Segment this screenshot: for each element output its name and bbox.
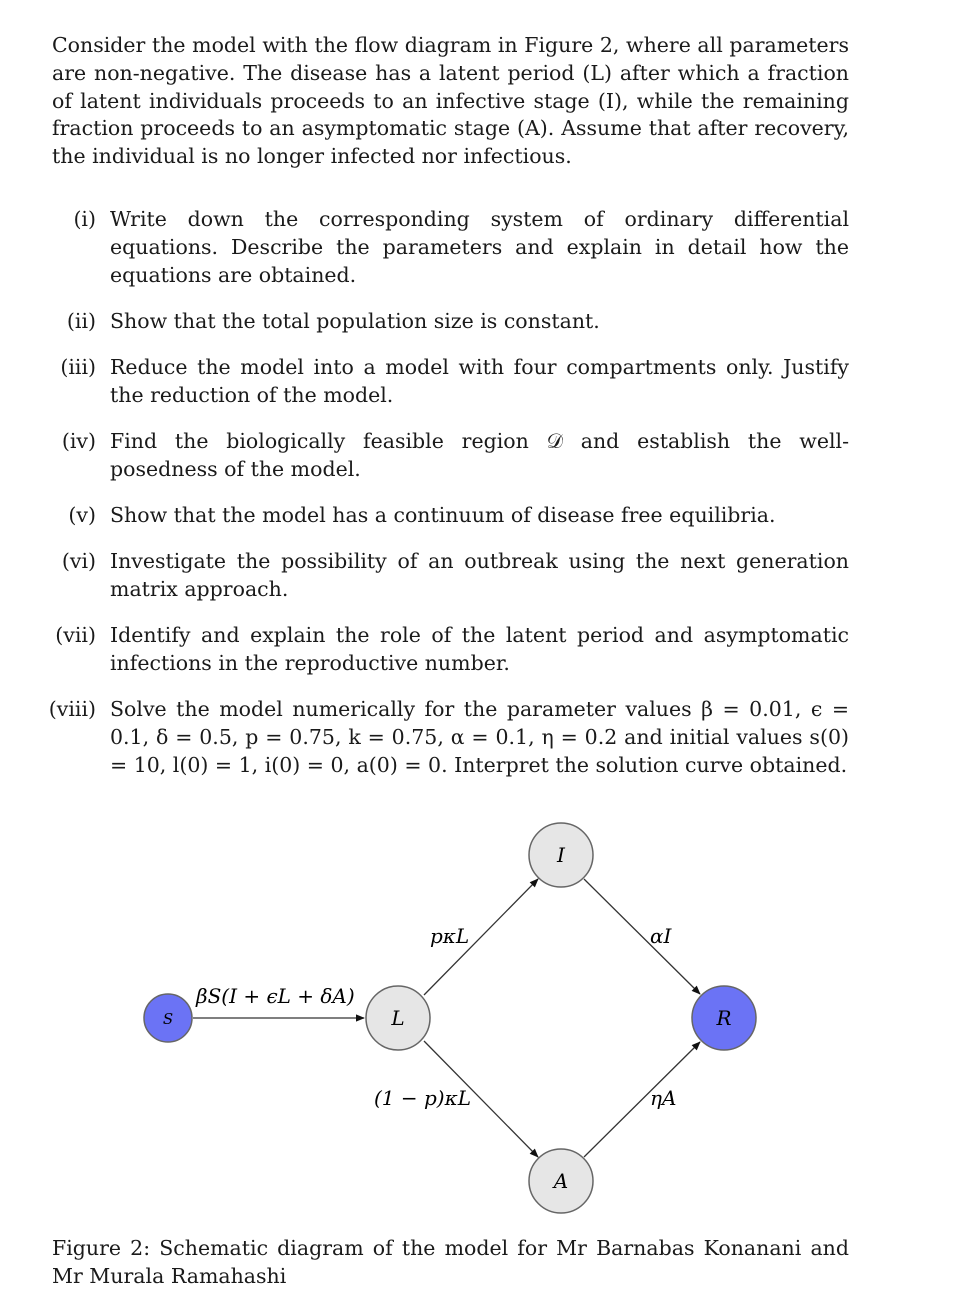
edge-label-a-to-r: ηA (650, 1086, 677, 1110)
figure-caption: Figure 2: Schematic diagram of the model for Mr Barnabas Konanani and Mr Murala Ramahashi (52, 1236, 849, 1288)
question-number: (i) (73, 207, 96, 231)
intro-paragraph: Consider the model with the flow diagram in Figure 2, where all parameters are non-negative. The disease has a latent period (L) after which a fraction of latent individuals proceeds to an infective stage (I), while the remaining fraction proceeds to an asymptomatic stage (A). Assume that after recovery, the individual is no longer infected nor infectious. (52, 33, 849, 169)
question-text: Show that the model has a continuum of disease free equilibria. (110, 503, 776, 527)
node-s-label: S (162, 1010, 174, 1028)
question-text: Find the biologically feasible region 𝒟 and establish the well-posedness of the model. (110, 429, 849, 481)
edge-i-to-r (584, 879, 700, 994)
question-number: (viii) (48, 697, 96, 721)
question-number: (iv) (61, 429, 96, 453)
question-text: Solve the model numerically for the parameter values β = 0.01, ϵ = 0.1, δ = 0.5, p = 0.75, k = 0.75, α = 0.1, η = 0.2 and initial values s(0) = 10, l(0) = 1, i(0) = 0, a(0) = 0. Interpret the solution curve obtained. (110, 697, 849, 777)
question-text: Investigate the possibility of an outbreak using the next generation matrix approach. (110, 549, 849, 601)
question-number: (iii) (60, 355, 96, 379)
question-number: (ii) (66, 309, 96, 333)
edge-label-i-to-r: αI (650, 924, 672, 948)
question-number: (vii) (55, 623, 96, 647)
question-text: Reduce the model into a model with four compartments only. Justify the reduction of the model. (110, 355, 849, 407)
edge-label-infection: βS(I + ϵL + δA) (196, 984, 355, 1008)
question-text: Show that the total population size is constant. (110, 309, 600, 333)
edge-label-l-to-i: pκL (430, 924, 470, 948)
node-r-label: R (716, 1006, 732, 1030)
node-l-label: L (391, 1006, 405, 1030)
question-text: Identify and explain the role of the latent period and asymptomatic infections in the reproductive number. (110, 623, 849, 675)
node-i-label: I (557, 843, 565, 867)
flow-diagram (0, 800, 953, 1220)
question-number: (v) (68, 503, 96, 527)
question-number: (vi) (61, 549, 96, 573)
edge-label-l-to-a: (1 − p)κL (374, 1086, 472, 1110)
node-a-label: A (553, 1169, 569, 1193)
question-text: Write down the corresponding system of ordinary differential equations. Describe the parameters and explain in detail how the equations are obtained. (110, 207, 849, 287)
edge-a-to-r (584, 1042, 700, 1157)
